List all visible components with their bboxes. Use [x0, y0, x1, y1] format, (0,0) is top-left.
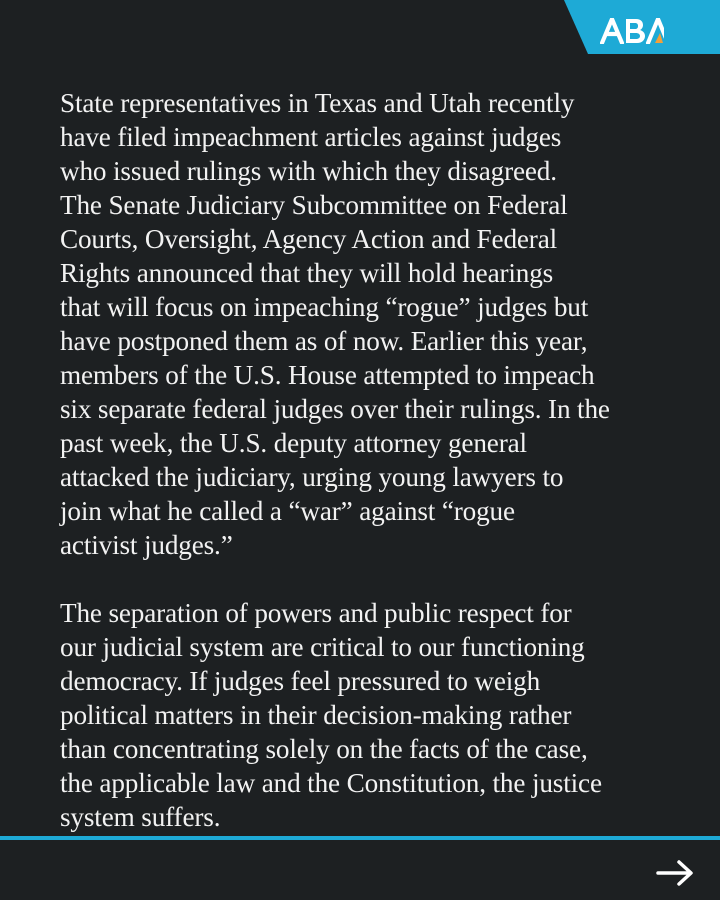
text-line: members of the U.S. House attempted to impeach — [60, 360, 595, 390]
bottom-divider — [0, 836, 720, 840]
text-line: our judicial system are critical to our functioning — [60, 632, 585, 662]
text-line: The Senate Judiciary Subcommittee on Federal — [60, 190, 568, 220]
text-line: who issued rulings with which they disagreed. — [60, 156, 557, 186]
text-line: attacked the judiciary, urging young lawyers to — [60, 462, 564, 492]
text-line: past week, the U.S. deputy attorney general — [60, 428, 527, 458]
text-line: the applicable law and the Constitution, the justice — [60, 768, 602, 798]
right-arrow-icon — [654, 858, 696, 888]
text-line: join what he called a “war” against “rogue — [60, 496, 515, 526]
text-line: Rights announced that they will hold hearings — [60, 258, 554, 288]
text-line: Courts, Oversight, Agency Action and Federal — [60, 224, 558, 254]
text-line: activist judges.” — [60, 530, 233, 560]
text-line: that will focus on impeaching “rogue” judges but — [60, 292, 589, 322]
text-line: system suffers. — [60, 802, 221, 832]
text-line: have postponed them as of now. Earlier this year, — [60, 326, 588, 356]
aba-logo — [600, 18, 664, 44]
text-line: political matters in their decision-making rather — [60, 700, 572, 730]
next-button[interactable] — [654, 858, 696, 888]
text-line: six separate federal judges over their rulings. In the — [60, 394, 610, 424]
paragraph-spacing — [60, 562, 670, 596]
paragraph-separation-of-powers — [60, 596, 670, 834]
text-line: have filed impeachment articles against judges — [60, 122, 562, 152]
text-line: State representatives in Texas and Utah recently — [60, 88, 575, 118]
text-line: than concentrating solely on the facts of the case, — [60, 734, 588, 764]
article-content — [60, 86, 670, 834]
text-line: democracy. If judges feel pressured to weigh — [60, 666, 541, 696]
paragraph-impeachment-context — [60, 86, 670, 562]
text-line: The separation of powers and public respect for — [60, 598, 572, 628]
